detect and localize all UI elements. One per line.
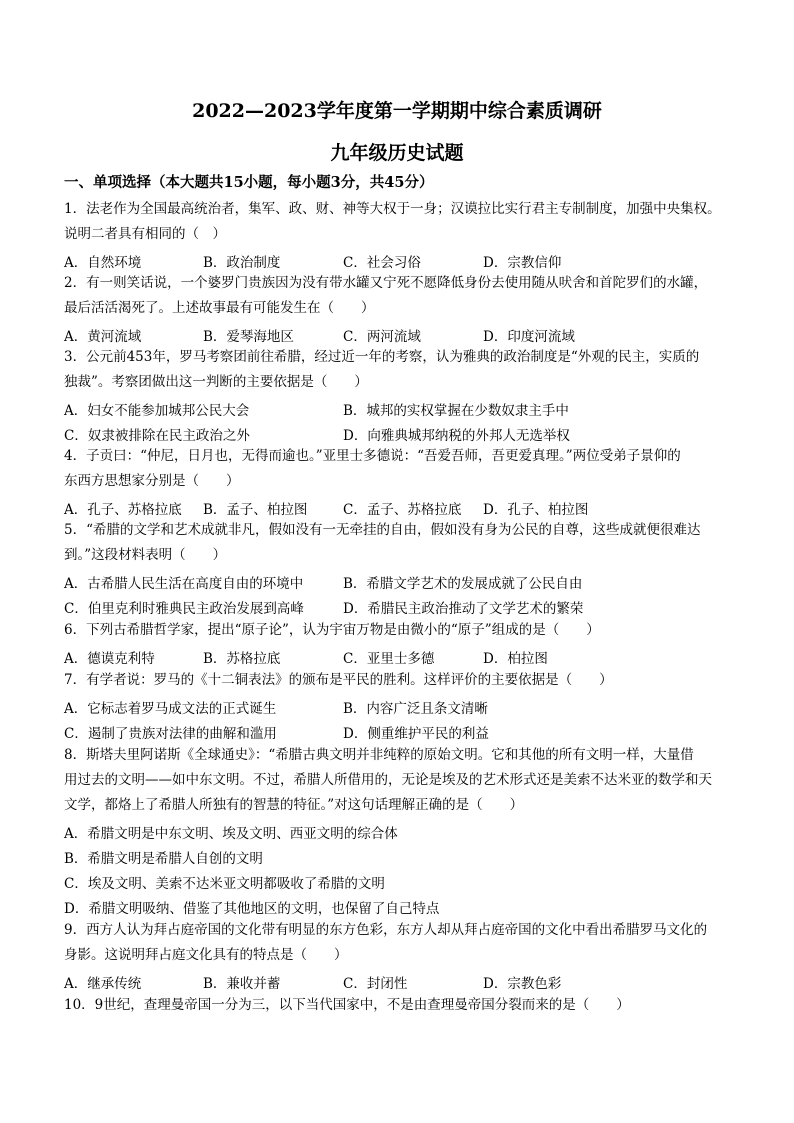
question-9-option-c: C．封闭性 bbox=[343, 976, 408, 992]
exam-title: 2022—2023学年度第一学期期中综合素质调研 bbox=[192, 100, 602, 122]
question-7-option-d: D．侧重维护平民的利益 bbox=[343, 726, 489, 742]
question-3-stem-cont: 独裁”。考察团做出这一判断的主要依据是（ ） bbox=[64, 374, 368, 390]
question-1-option-d: D．宗教信仰 bbox=[483, 255, 562, 271]
question-8-stem-cont2: 文学，都烙上了希腊人所独有的智慧的特征。”对这句话理解正确的是（ ） bbox=[64, 797, 524, 813]
question-8-stem: 8．斯塔夫里阿诺斯《全球通史》：“希腊古典文明并非纯粹的原始文明。它和其他的所有文明一样，大量借 bbox=[64, 747, 694, 763]
question-9-option-b: B．兼收并蓄 bbox=[203, 976, 281, 992]
question-2-option-c: C．两河流域 bbox=[343, 329, 421, 345]
question-3-option-a: A．妇女不能参加城邦公民大会 bbox=[64, 403, 250, 419]
question-1-option-c: C．社会习俗 bbox=[343, 255, 421, 271]
question-1-option-b: B．政治制度 bbox=[203, 255, 281, 271]
question-7-option-c: C．遏制了贵族对法律的曲解和滥用 bbox=[64, 726, 277, 742]
question-3-option-b: B．城邦的实权掌握在少数奴隶主手中 bbox=[343, 403, 569, 419]
question-8-stem-cont: 用过去的文明——如中东文明。不过，希腊人所借用的，无论是埃及的艺术形式还是美索不达米亚的数学和天 bbox=[64, 772, 712, 788]
question-4-option-a: A．孔子、苏格拉底 bbox=[64, 502, 182, 518]
question-6-option-b: B．苏格拉底 bbox=[203, 651, 281, 667]
question-2-option-d: D．印度河流域 bbox=[483, 329, 575, 345]
question-2-stem: 2．有一则笑话说，一个婆罗门贵族因为没有带水罐又宁死不愿降低身份去使用随从吠舍和首陀罗们的水罐， bbox=[64, 275, 708, 291]
question-9-stem: 9．西方人认为拜占庭帝国的文化带有明显的东方色彩，东方人却从拜占庭帝国的文化中看出希腊罗马文化的 bbox=[64, 922, 708, 938]
question-4-option-b: B．孟子、柏拉图 bbox=[203, 502, 308, 518]
question-7-option-a: A．它标志着罗马成文法的正式诞生 bbox=[64, 701, 277, 717]
question-7-option-b: B．内容广泛且条文清晰 bbox=[343, 701, 488, 717]
question-4-option-d: D．孔子、柏拉图 bbox=[483, 502, 589, 518]
question-3-option-d: D．向雅典城邦纳税的外邦人无选举权 bbox=[343, 428, 570, 444]
question-3-stem: 3．公元前453年，罗马考察团前往希腊，经过近一年的考察，认为雅典的政治制度是“外观的民主，实质的 bbox=[64, 349, 700, 365]
question-6-option-a: A．德谟克利特 bbox=[64, 651, 155, 667]
question-5-option-c: C．伯里克利时雅典民主政治发展到高峰 bbox=[64, 601, 304, 617]
question-4-stem: 4．子贡曰：“仲尼，日月也，无得而逾也。”亚里士多德说：“吾爱吾师，吾更爱真理。”两位受弟子景仰的 bbox=[64, 448, 681, 464]
question-7-stem: 7．有学者说：罗马的《十二铜表法》的颁布是平民的胜利。这样评价的主要依据是（ ） bbox=[64, 672, 613, 688]
question-6-option-c: C．亚里士多德 bbox=[343, 651, 435, 667]
question-8-option-c: C．埃及文明、美索不达米亚文明都吸收了希腊的文明 bbox=[64, 876, 385, 892]
question-6-option-d: D．柏拉图 bbox=[483, 651, 548, 667]
question-9-option-d: D．宗教色彩 bbox=[483, 976, 562, 992]
question-5-option-b: B．希腊文学艺术的发展成就了公民自由 bbox=[343, 576, 583, 592]
question-4-option-c: C．孟子、苏格拉底 bbox=[343, 502, 462, 518]
question-2-option-a: A．黄河流域 bbox=[64, 329, 142, 345]
question-1-stem-cont: 说明二者具有相同的（ ） bbox=[64, 226, 226, 242]
section-heading: 一、单项选择（本大题共15小题，每小题3分，共45分） bbox=[64, 174, 434, 191]
question-4-stem-cont: 东西方思想家分别是（ ） bbox=[64, 473, 240, 489]
question-8-option-d: D．希腊文明吸纳、借鉴了其他地区的文明，也保留了自己特点 bbox=[64, 901, 440, 917]
question-8-option-b: B．希腊文明是希腊人自创的文明 bbox=[64, 851, 263, 867]
question-6-stem: 6．下列古希腊哲学家，提出“原子论”，认为宇宙万物是由微小的“原子”组成的是（ ） bbox=[64, 622, 600, 638]
question-9-option-a: A．继承传统 bbox=[64, 976, 142, 992]
exam-subtitle: 九年级历史试题 bbox=[330, 142, 464, 164]
question-5-stem: 5．“希腊的文学和艺术成就非凡，假如没有一无牵挂的自由，假如没有身为公民的自尊，这些成就便很难达 bbox=[64, 522, 701, 538]
question-1-stem: 1．法老作为全国最高统治者，集军、政、财、神等大权于一身；汉谟拉比实行君主专制制度，加强中央集权。 bbox=[64, 201, 721, 217]
question-5-option-a: A．古希腊人民生活在高度自由的环境中 bbox=[64, 576, 304, 592]
question-2-option-b: B．爱琴海地区 bbox=[203, 329, 294, 345]
question-1-option-a: A．自然环境 bbox=[64, 255, 142, 271]
question-5-option-d: D．希腊民主政治推动了文学艺术的繁荣 bbox=[343, 601, 584, 617]
question-5-stem-cont: 到。”这段材料表明（ ） bbox=[64, 547, 227, 563]
question-8-option-a: A．希腊文明是中东文明、埃及文明、西亚文明的综合体 bbox=[64, 826, 398, 842]
question-3-option-c: C．奴隶被排除在民主政治之外 bbox=[64, 428, 250, 444]
question-10-stem: 10．9世纪，查理曼帝国一分为三，以下当代国家中，不是由查理曼帝国分裂而来的是（ ） bbox=[64, 997, 630, 1013]
question-2-stem-cont: 最后活活渴死了。上述故事最有可能发生在（ ） bbox=[64, 300, 375, 316]
question-9-stem-cont: 身影。这说明拜占庭文化具有的特点是（ ） bbox=[64, 947, 348, 963]
